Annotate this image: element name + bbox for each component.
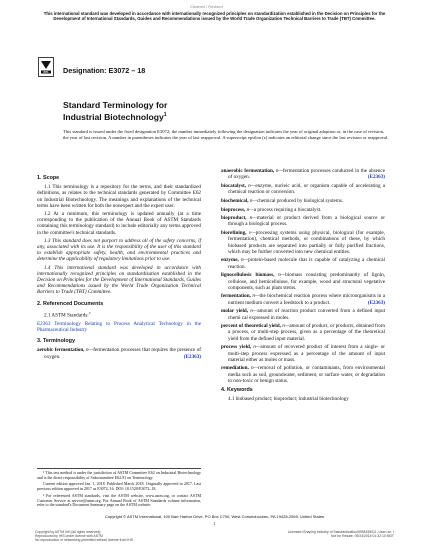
scan-stamp: Cleaned / Revised bbox=[190, 4, 223, 9]
definition-text: removal of pollution, or contaminants, from environmental media such as soil, groundwater, sediment, or surface water, or degradation to non-toxic or benign status. bbox=[228, 365, 385, 384]
title-line-2 bbox=[63, 110, 167, 122]
license-footer bbox=[35, 530, 394, 543]
term: biochemical, bbox=[221, 197, 249, 204]
term: molar yield, bbox=[221, 308, 249, 315]
definition-source-link[interactable]: (E2363) bbox=[367, 174, 385, 181]
part-of-speech: n— bbox=[246, 206, 254, 213]
term: biocatalyst, bbox=[221, 182, 246, 189]
definition-text: material or product derived from a biological source or through a biological process. bbox=[228, 215, 385, 228]
para-4-1: 4.1 biobased product; bioproduct; industrial biotechnology bbox=[228, 396, 349, 403]
title-line-2-text: Industrial Biotechnology bbox=[63, 112, 164, 123]
part-of-speech: n— bbox=[282, 323, 290, 330]
definition-text: processing systems using physical, biological (for example, fermentation), chemical methods, or combinations of these, by which biobased products are separated into partially or fully purified fractions, which may be further converted into new chemical entities. bbox=[228, 230, 385, 255]
definition-source-link[interactable]: (E2363) bbox=[183, 353, 201, 360]
para-2-1-footnote-mark: 2 bbox=[88, 310, 91, 315]
term: biorefining, bbox=[221, 230, 247, 237]
footnote-2: ² For referenced ASTM standards, visit the ASTM website, www.astm.org, or contact ASTM Customer Service at service@astm.org. For Annual Book of ASTM Standards volume information, refer to the standard's Document Summary page on the ASTM website. bbox=[37, 492, 201, 508]
page-title bbox=[63, 100, 167, 123]
definition-item bbox=[221, 198, 385, 204]
definition-text: biomass consisting predominantly of lignin, cellulose, and hemicellulose, for example, wood and structural vegetative components, such as plant stems. bbox=[228, 272, 385, 291]
part-of-speech: n— bbox=[249, 215, 257, 222]
term: percent of theoretical yield, bbox=[221, 323, 281, 330]
heading-scope: 1. Scope bbox=[37, 175, 60, 181]
para-1-4: 1.4 This international standard was developed in accordance with internationally recognized principles on standardization established in the Decision on Principles for the Development of International Standards, Guides and Recommendations issued by the World Trade Organization Technical Barriers to Trade (TBT) Committee. bbox=[37, 264, 201, 296]
definition-item bbox=[221, 344, 385, 363]
footnotes bbox=[37, 468, 201, 510]
license-left: Copyright by ASTM Int'l (all rights reserved); Reproduced by IHS under license with ASTM No reproduction or networking permitted without license from IHS bbox=[35, 530, 133, 543]
term: enzyme, bbox=[221, 257, 239, 264]
part-of-speech: n— bbox=[249, 197, 258, 204]
term: lignocellulosic biomass, bbox=[221, 272, 275, 279]
term: anaerobic fermentation, bbox=[221, 168, 275, 174]
definition-text: fermentation processes that requires the presence of oxygen. bbox=[44, 347, 201, 360]
designation: Designation: E3072 – 18 bbox=[63, 66, 146, 75]
definition-text: the biochemical reaction process where microorganisms in a nutrient medium convert a feedstock to a product. bbox=[228, 293, 385, 306]
part-of-speech: n— bbox=[253, 344, 261, 351]
part-of-speech: n— bbox=[248, 182, 256, 189]
term: bioproduct, bbox=[221, 215, 247, 222]
svg-text:INTL: INTL bbox=[43, 71, 49, 74]
right-column bbox=[221, 168, 385, 405]
reference-e2363[interactable] bbox=[37, 321, 201, 333]
top-notice: This international standard was developed in accordance with internationally recognized principles on standardization established in the Decision on Principles for the Development of International Standards, Guides and Recommendations issued by the World Trade Organization Technical Barriers to Trade (TBT) Committee. bbox=[43, 11, 386, 22]
definition-text: fermentation processes conducted in the absence of oxygen. bbox=[228, 168, 385, 181]
part-of-speech: n— bbox=[250, 365, 259, 372]
definition-item bbox=[221, 215, 385, 227]
definition-source-link[interactable]: (E2363) bbox=[367, 299, 385, 306]
term: bioprocess, bbox=[221, 206, 246, 213]
part-of-speech: n— bbox=[86, 347, 94, 354]
term: aerobic fermentation, bbox=[37, 347, 85, 354]
definition-list bbox=[221, 168, 385, 384]
definition-item bbox=[221, 207, 385, 213]
term: remediation, bbox=[221, 365, 249, 372]
footnote-1-edition: Current edition approved Jan. 1, 2018. Published March 2018. Originally approved in 2017. Last previous edition approved in 2017 as E3072–16. DOI: 10.1520/E3072–18. bbox=[37, 481, 201, 492]
term: fermentation, bbox=[221, 293, 251, 300]
definition-item bbox=[221, 323, 385, 342]
title-footnote-mark: 1 bbox=[163, 112, 167, 119]
definition-item bbox=[221, 293, 385, 305]
definition-text: chemical produced by biological systems. bbox=[257, 197, 344, 204]
para-1-3: 1.3 This standard does not purport to address all of the safety concerns, if any, associated with its use. It is the responsibility of the user of this standard to establish appropriate safety, health, and environmental practices and determine the applicability of regulatory limitations prior to use. bbox=[37, 237, 201, 263]
definition-item bbox=[221, 183, 385, 195]
para-1-2: 1.2 At a minimum, this terminology is updated annually (at a time corresponding to the publication of the Annual Book of ASTM Standards containing this terminology standard) to include editorially any terms approved in the committee's technical standards. bbox=[37, 211, 201, 236]
definition-text: protein-based molecule that is capable of catalyzing a chemical reaction. bbox=[228, 257, 385, 270]
reference-title[interactable]: Terminology Relating to Process Analytical Technology in the Pharmaceutical Industry bbox=[37, 320, 201, 333]
part-of-speech: n— bbox=[252, 293, 260, 300]
title-line-1: Standard Terminology for bbox=[63, 100, 168, 110]
definition-item bbox=[221, 365, 385, 384]
part-of-speech: n— bbox=[240, 257, 249, 264]
para-1-1: 1.1 This terminology is a repository for the terms, and their standardized definitions, as relates to the technical standards generated by Committee E62 on Industrial Biotechnology. The meanings and explanations of the technical terms have been written for both the nonexpert and the expert user. bbox=[37, 184, 201, 209]
term: process yield, bbox=[221, 344, 252, 351]
part-of-speech: n— bbox=[250, 308, 258, 315]
heading-terminology: 3. Terminology bbox=[37, 338, 75, 345]
para-2-1 bbox=[37, 310, 201, 319]
definition-item bbox=[221, 168, 385, 180]
definition-aerobic-fermentation bbox=[37, 347, 201, 359]
para-2-1-text: 2.1 ASTM Standards: bbox=[44, 312, 89, 319]
copyright-line: Copyright © ASTM International, 100 Barr Harbor Drive, PO Box C700, West Conshohocken, PA 19428-2959. United States bbox=[104, 514, 325, 519]
definition-item bbox=[221, 308, 385, 320]
heading-keywords: 4. Keywords bbox=[221, 387, 253, 394]
footnote-1: ¹ This test method is under the jurisdiction of ASTM Committee E62 on Industrial Biotechnology and is the direct responsibility of Subcommittee E62.91 on Terminology. bbox=[37, 470, 201, 480]
definition-text: amount of recovered product of interest from a single- or multi-step process expressed as a percentage of the amount of input material either as moles or mass. bbox=[228, 344, 385, 363]
definition-text: enzyme, nucleic acid, or organism capable of accelerating a chemical reaction or conversion. bbox=[228, 182, 385, 196]
left-column bbox=[37, 170, 201, 362]
definition-item bbox=[221, 230, 385, 255]
definition-item bbox=[221, 272, 385, 291]
reference-code[interactable]: E2363 bbox=[37, 320, 51, 327]
definition-text: amount of reaction product converted from a defined input chemi cal expressed in moles. bbox=[228, 308, 385, 321]
definition-text: a process requiring a biocatalyst. bbox=[253, 206, 322, 213]
license-right: Licensee=Shaping Industry of Standardization/5958155011, User=zz, r Not for Resale, 05/24/2018 01:32:10 MDT bbox=[287, 530, 394, 539]
definition-item bbox=[221, 257, 385, 269]
astm-logo-icon bbox=[38, 57, 54, 77]
page-number: 1 bbox=[213, 521, 216, 526]
issue-note: This standard is issued under the fixed designation E3072; the number immediately following the designation indicates the year of original adoption or, in the case of revision, the year of last revision. A number in parentheses indicates the year of last reapproval. A superscript epsilon (ε) indicates an editorial change since the last revision or reapproval. bbox=[63, 129, 389, 140]
part-of-speech: v— bbox=[248, 230, 256, 237]
heading-referenced-documents: 2. Referenced Documents bbox=[37, 300, 104, 307]
part-of-speech: n— bbox=[278, 272, 286, 279]
definition-text: amount of product, or products, obtained from a process, or multi-step process, given as a percentage of the theoretical yield from the defined input material. bbox=[228, 323, 385, 342]
part-of-speech: n— bbox=[275, 168, 283, 174]
